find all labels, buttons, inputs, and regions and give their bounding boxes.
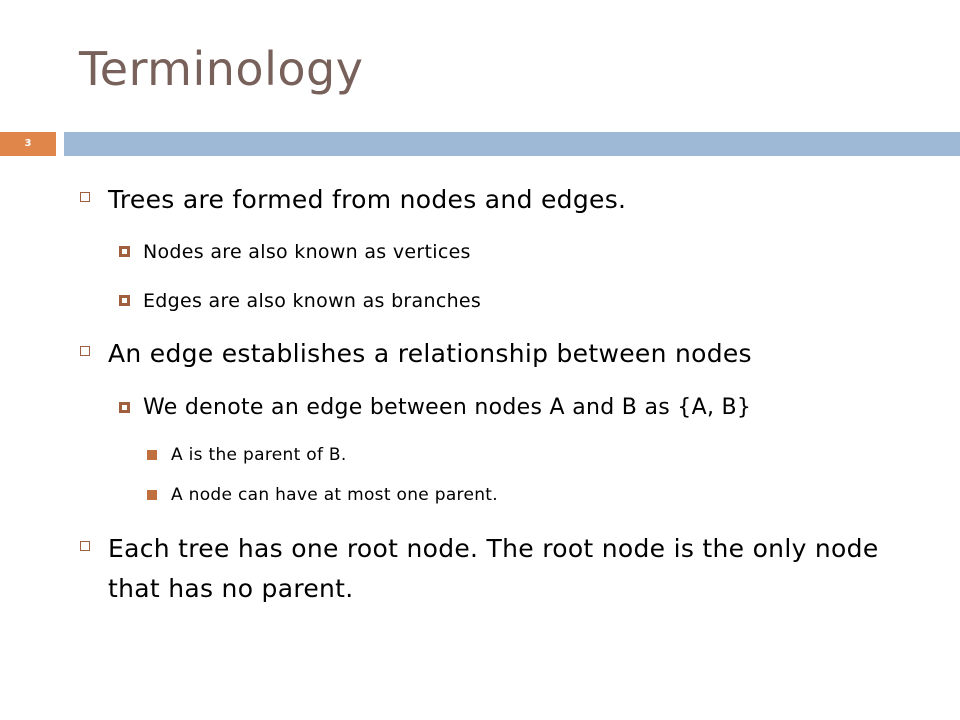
slide-number-badge: 3 [0,132,56,156]
sub-sub-bullet-text: A is the parent of B. [171,445,347,465]
framed-square-icon [119,402,130,413]
filled-square-icon [147,450,157,460]
filled-square-icon [147,490,157,500]
slide-title: Terminology [79,42,364,96]
hollow-square-icon [80,541,90,551]
framed-square-icon [119,246,130,257]
bullet-text: Trees are formed from nodes and edges. [108,185,627,214]
sub-bullet-text: Edges are also known as branches [143,290,482,312]
sub-bullet-text: We denote an edge between nodes A and B as {A, B} [143,395,752,420]
sub-bullet-text: Nodes are also known as vertices [143,241,471,263]
bullet-text: Each tree has one root node. The root node is the only node that has no parent. [108,534,879,603]
framed-square-icon [119,295,130,306]
hollow-square-icon [80,346,90,356]
sub-sub-bullet-text: A node can have at most one parent. [171,485,498,505]
bullet-text: An edge establishes a relationship between nodes [108,339,752,368]
hollow-square-icon [80,192,90,202]
